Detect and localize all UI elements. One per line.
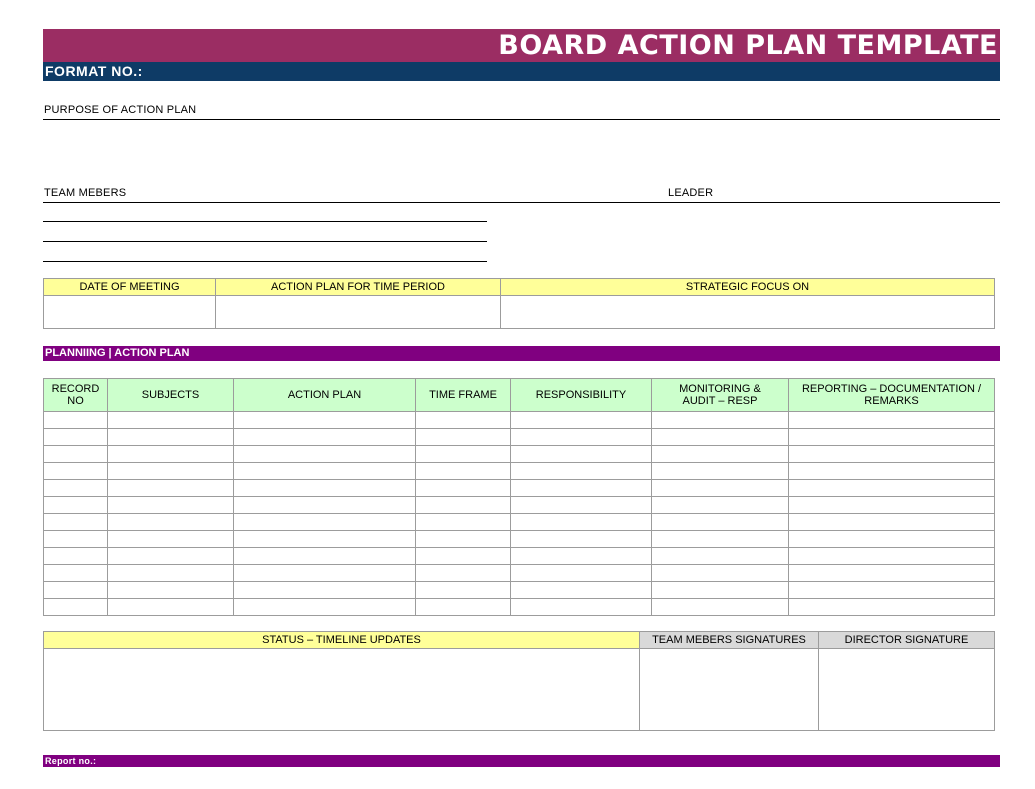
table-cell[interactable] — [416, 531, 511, 548]
table-cell[interactable] — [108, 565, 234, 582]
header-line: SUBJECTS — [141, 389, 200, 401]
table-cell[interactable] — [108, 531, 234, 548]
team-signatures-header: TEAM MEBERS SIGNATURES — [640, 632, 819, 649]
time-frame-header — [416, 379, 511, 412]
table-row — [44, 565, 995, 582]
table-cell[interactable] — [511, 565, 652, 582]
table-cell[interactable] — [44, 514, 108, 531]
director-signature-header: DIRECTOR SIGNATURE — [819, 632, 995, 649]
director-signature-cell[interactable] — [819, 649, 995, 731]
action-plan-table — [43, 378, 995, 616]
reporting-remarks-header — [789, 379, 995, 412]
header-line: RESPONSIBILITY — [535, 389, 627, 401]
table-cell[interactable] — [44, 497, 108, 514]
table-cell[interactable] — [234, 599, 416, 616]
table-cell[interactable] — [416, 497, 511, 514]
header-line: AUDIT – RESP — [682, 395, 758, 407]
header-line: REPORTING – DOCUMENTATION / — [801, 383, 982, 395]
table-cell[interactable] — [511, 548, 652, 565]
table-cell[interactable] — [234, 497, 416, 514]
table-cell[interactable] — [108, 582, 234, 599]
header-line: NO — [67, 395, 84, 407]
table-row — [44, 497, 995, 514]
table-cell[interactable] — [652, 514, 789, 531]
table-row — [44, 531, 995, 548]
table-cell[interactable] — [108, 497, 234, 514]
table-cell[interactable] — [108, 463, 234, 480]
meeting-table — [43, 278, 995, 329]
table-cell[interactable] — [652, 429, 789, 446]
table-cell[interactable] — [234, 480, 416, 497]
title-bar — [43, 29, 1000, 62]
team-member-line[interactable] — [43, 221, 487, 222]
action-plan-header-row — [44, 379, 995, 412]
table-row — [44, 429, 995, 446]
subjects-header — [108, 379, 234, 412]
team-members-label: TEAM MEBERS — [44, 187, 127, 199]
table-cell[interactable] — [44, 412, 108, 429]
responsibility-header — [511, 379, 652, 412]
table-cell[interactable] — [652, 463, 789, 480]
table-cell[interactable] — [652, 446, 789, 463]
table-cell[interactable] — [234, 429, 416, 446]
table-cell[interactable] — [652, 497, 789, 514]
monitoring-audit-header — [652, 379, 789, 412]
status-signature-table — [43, 631, 995, 731]
table-cell[interactable] — [511, 446, 652, 463]
table-cell[interactable] — [511, 480, 652, 497]
record-no-header — [44, 379, 108, 412]
table-cell[interactable] — [511, 599, 652, 616]
header-line: RECORD — [51, 383, 100, 395]
table-cell[interactable] — [789, 565, 995, 582]
table-cell[interactable] — [416, 463, 511, 480]
table-cell[interactable] — [511, 412, 652, 429]
table-cell[interactable] — [44, 463, 108, 480]
table-cell[interactable] — [44, 446, 108, 463]
table-cell[interactable] — [789, 497, 995, 514]
table-cell[interactable] — [511, 463, 652, 480]
table-cell[interactable] — [44, 548, 108, 565]
table-cell[interactable] — [511, 497, 652, 514]
page-title: BOARD ACTION PLAN TEMPLATE — [498, 30, 998, 61]
table-cell[interactable] — [789, 429, 995, 446]
table-cell[interactable] — [789, 548, 995, 565]
status-updates-cell[interactable] — [44, 649, 640, 731]
table-row — [44, 548, 995, 565]
table-cell[interactable] — [416, 429, 511, 446]
table-cell[interactable] — [108, 514, 234, 531]
table-cell[interactable] — [789, 480, 995, 497]
table-cell[interactable] — [234, 514, 416, 531]
date-of-meeting-header: DATE OF MEETING — [44, 279, 216, 296]
team-signatures-cell[interactable] — [640, 649, 819, 731]
table-cell[interactable] — [108, 446, 234, 463]
table-cell[interactable] — [108, 412, 234, 429]
table-cell[interactable] — [789, 412, 995, 429]
header-line: ACTION PLAN — [287, 389, 362, 401]
table-cell[interactable] — [416, 514, 511, 531]
table-cell[interactable] — [108, 480, 234, 497]
table-cell[interactable] — [416, 548, 511, 565]
table-cell[interactable] — [789, 582, 995, 599]
format-number-label: FORMAT NO.: — [45, 63, 143, 79]
planning-bar-label: PLANNIING | ACTION PLAN — [45, 347, 190, 359]
table-cell[interactable] — [652, 582, 789, 599]
table-row — [44, 514, 995, 531]
table-cell[interactable] — [789, 463, 995, 480]
strategic-focus-header: STRATEGIC FOCUS ON — [501, 279, 995, 296]
header-line: TIME FRAME — [429, 389, 497, 401]
table-cell[interactable] — [108, 429, 234, 446]
table-cell[interactable] — [44, 429, 108, 446]
header-line: REMARKS — [864, 395, 919, 407]
table-cell[interactable] — [652, 480, 789, 497]
table-cell[interactable] — [44, 531, 108, 548]
table-row — [44, 480, 995, 497]
table-cell[interactable] — [511, 429, 652, 446]
header-line: MONITORING & — [679, 383, 761, 395]
report-bar — [43, 755, 1000, 767]
action-plan-header — [234, 379, 416, 412]
table-cell[interactable] — [789, 446, 995, 463]
team-leader-line[interactable] — [43, 202, 1000, 203]
table-cell[interactable] — [44, 565, 108, 582]
table-cell[interactable] — [789, 531, 995, 548]
table-cell[interactable] — [789, 514, 995, 531]
table-cell[interactable] — [234, 565, 416, 582]
table-cell[interactable] — [652, 565, 789, 582]
table-cell[interactable] — [652, 412, 789, 429]
purpose-label: PURPOSE OF ACTION PLAN — [44, 104, 197, 116]
table-cell[interactable] — [511, 582, 652, 599]
table-cell[interactable] — [44, 582, 108, 599]
table-cell[interactable] — [416, 446, 511, 463]
table-cell[interactable] — [416, 412, 511, 429]
leader-label: LEADER — [668, 187, 714, 199]
table-cell[interactable] — [44, 480, 108, 497]
table-cell[interactable] — [416, 582, 511, 599]
table-cell[interactable] — [416, 480, 511, 497]
table-cell[interactable] — [108, 599, 234, 616]
table-row — [44, 446, 995, 463]
team-member-line[interactable] — [43, 261, 487, 262]
report-number-label: Report no.: — [45, 756, 97, 766]
table-cell[interactable] — [652, 548, 789, 565]
table-row — [44, 582, 995, 599]
table-cell[interactable] — [44, 599, 108, 616]
team-member-line[interactable] — [43, 241, 487, 242]
table-cell[interactable] — [234, 582, 416, 599]
table-cell[interactable] — [234, 446, 416, 463]
purpose-line[interactable] — [43, 119, 1000, 120]
action-plan-rows — [44, 412, 995, 616]
table-cell[interactable] — [234, 463, 416, 480]
table-row — [44, 463, 995, 480]
strategic-focus-cell[interactable] — [501, 296, 995, 329]
date-of-meeting-cell[interactable] — [44, 296, 216, 329]
table-cell[interactable] — [511, 531, 652, 548]
table-cell[interactable] — [652, 531, 789, 548]
table-cell[interactable] — [511, 514, 652, 531]
format-bar — [43, 62, 1000, 81]
table-cell[interactable] — [789, 599, 995, 616]
table-cell[interactable] — [652, 599, 789, 616]
table-cell[interactable] — [108, 548, 234, 565]
table-cell[interactable] — [416, 599, 511, 616]
time-period-cell[interactable] — [216, 296, 501, 329]
table-cell[interactable] — [234, 412, 416, 429]
status-updates-header: STATUS – TIMELINE UPDATES — [44, 632, 640, 649]
time-period-header: ACTION PLAN FOR TIME PERIOD — [216, 279, 501, 296]
table-cell[interactable] — [234, 531, 416, 548]
table-row — [44, 412, 995, 429]
table-cell[interactable] — [416, 565, 511, 582]
table-row — [44, 599, 995, 616]
planning-bar — [43, 346, 1000, 361]
table-cell[interactable] — [234, 548, 416, 565]
